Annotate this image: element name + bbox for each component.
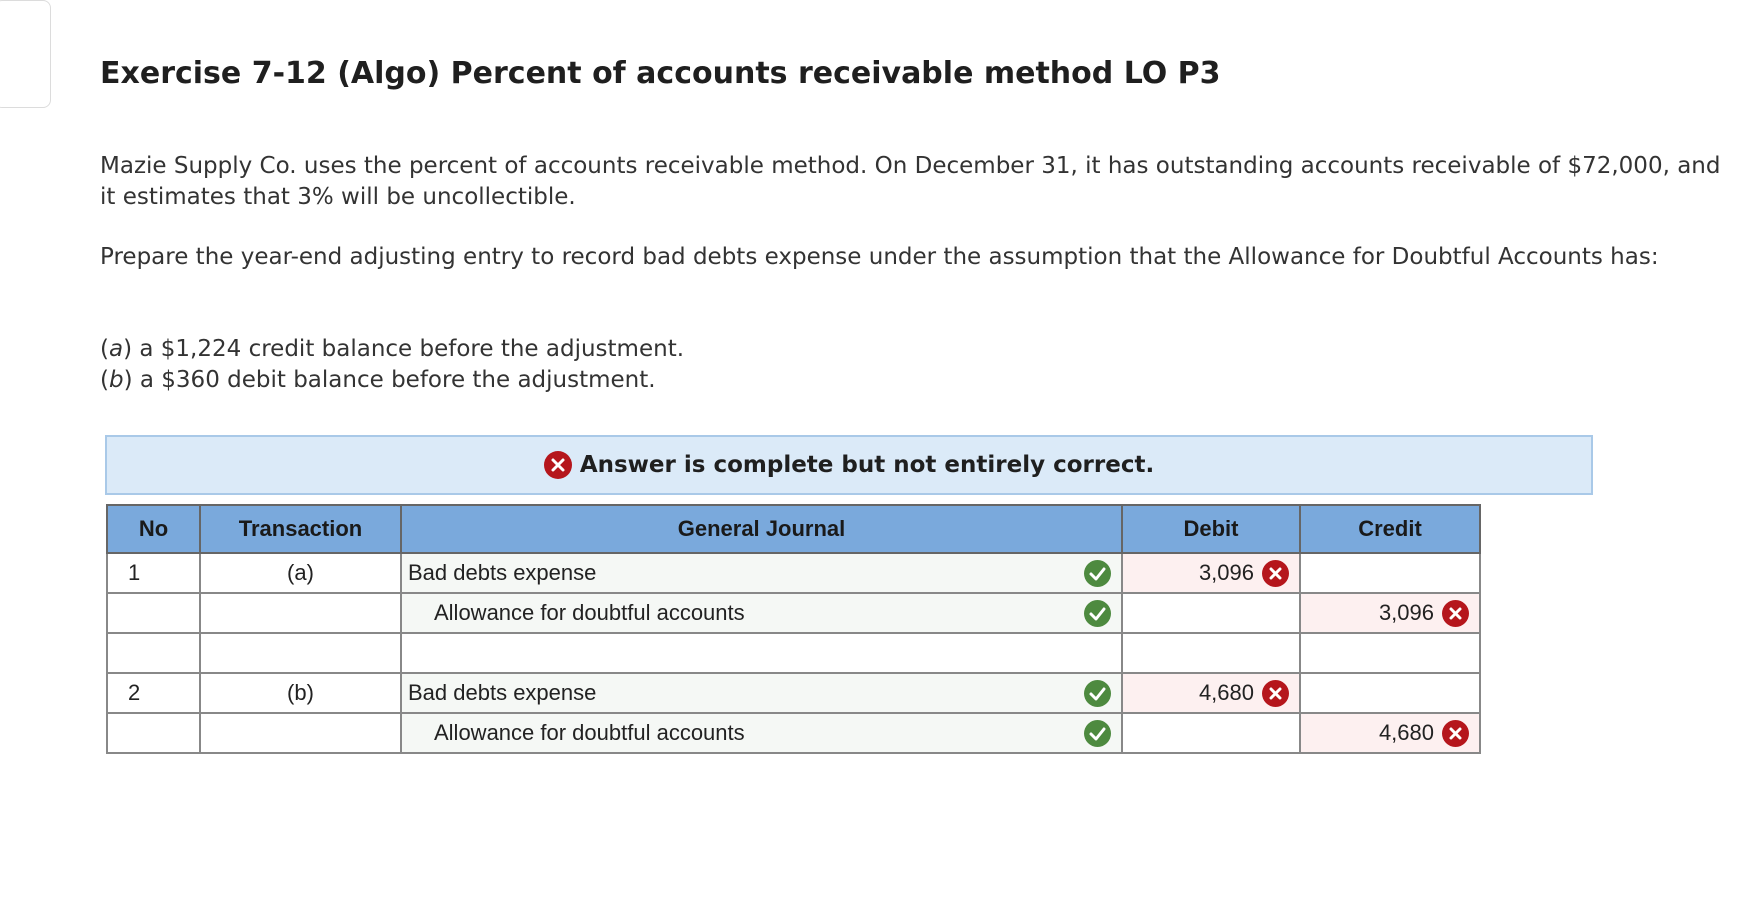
table-row [107,673,1480,713]
x-circle-icon [1262,560,1289,587]
row-no [107,633,200,673]
x-circle-icon [1442,600,1469,627]
credit-amount[interactable]: 3,096 [1378,600,1434,625]
row-no: 1 [107,553,200,593]
scenario-b-label: b [108,367,124,393]
header-credit: Credit [1300,505,1480,553]
side-tab[interactable] [0,0,51,108]
account-name[interactable]: Bad debts expense [408,560,597,585]
debit-cell[interactable] [1122,553,1300,593]
debit-cell[interactable] [1122,673,1300,713]
credit-cell[interactable] [1300,593,1480,633]
table-header-row [107,505,1480,553]
debit-cell[interactable] [1122,713,1300,753]
debit-amount[interactable]: 4,680 [1198,680,1254,705]
account-cell[interactable] [401,593,1122,633]
account-name[interactable]: Allowance for doubtful accounts [434,720,745,745]
row-transaction[interactable] [200,593,401,633]
header-general-journal: General Journal [401,505,1122,553]
header-transaction: Transaction [200,505,401,553]
scenario-a-text: a $1,224 credit balance before the adjustment. [132,336,685,362]
account-cell[interactable] [401,713,1122,753]
scenario-b-text: a $360 debit balance before the adjustment. [132,367,656,393]
row-no [107,713,200,753]
answer-feedback-banner [105,435,1593,495]
account-cell[interactable] [401,633,1122,673]
debit-amount[interactable]: 3,096 [1198,560,1254,585]
journal-table [106,504,1481,754]
row-transaction[interactable] [200,713,401,753]
debit-cell[interactable] [1122,633,1300,673]
table-row [107,713,1480,753]
table-row [107,633,1480,673]
scenario-list: (a) a $1,224 credit balance before the adjustment. (b) a $360 debit balance before the adjustment. [100,336,685,393]
page-title: Exercise 7-12 (Algo) Percent of accounts receivable method LO P3 [100,56,1221,91]
table-row [107,553,1480,593]
credit-cell[interactable] [1300,553,1480,593]
feedback-text: Answer is complete but not entirely correct. [579,452,1155,478]
row-transaction[interactable] [200,633,401,673]
row-transaction[interactable]: (b) [200,673,401,713]
scenario-a-label: a [108,336,124,362]
checkmark-icon [1084,560,1111,587]
header-debit: Debit [1122,505,1300,553]
header-no: No [107,505,200,553]
debit-cell[interactable] [1122,593,1300,633]
credit-amount[interactable]: 4,680 [1378,720,1434,745]
x-circle-icon [544,451,572,479]
credit-cell[interactable] [1300,713,1480,753]
checkmark-icon [1084,680,1111,707]
credit-cell[interactable] [1300,633,1480,673]
account-name[interactable]: Bad debts expense [408,680,597,705]
row-no: 2 [107,673,200,713]
table-row [107,593,1480,633]
credit-cell[interactable] [1300,673,1480,713]
checkmark-icon [1084,720,1111,747]
x-circle-icon [1442,720,1469,747]
account-cell[interactable] [401,673,1122,713]
problem-description: Mazie Supply Co. uses the percent of accounts receivable method. On December 31, it has outstanding accounts receivable of $72,000, and it estimates that 3% will be uncollectible. [100,153,1721,210]
instructions: Prepare the year-end adjusting entry to record bad debts expense under the assumption that the Allowance for Doubtful Accounts has: [100,244,1659,270]
checkmark-icon [1084,600,1111,627]
row-transaction[interactable]: (a) [200,553,401,593]
account-name[interactable]: Allowance for doubtful accounts [434,600,745,625]
account-cell[interactable] [401,553,1122,593]
row-no [107,593,200,633]
x-circle-icon [1262,680,1289,707]
